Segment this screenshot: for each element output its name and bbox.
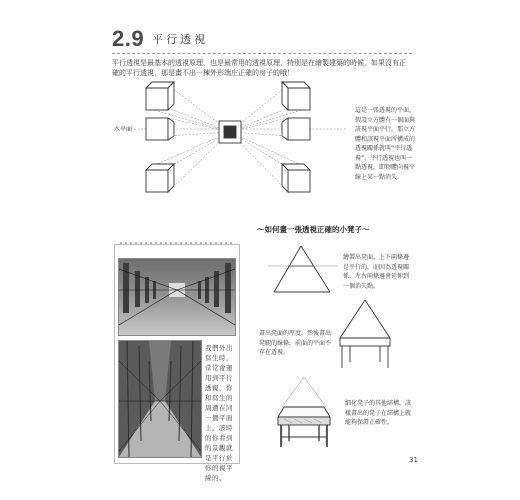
section-number: 2.9 (112, 26, 145, 51)
cube-bottom-left (146, 164, 174, 192)
section-title: 平行透視 (152, 33, 209, 46)
stool-step-3 (272, 377, 336, 449)
step-3-text: 細化凳子的其他結構，該樣畫出的凳子在結構上就能夠保證正確性。 (345, 400, 412, 426)
stool-step-1 (268, 242, 338, 304)
cube-center (219, 121, 241, 143)
step-1-text: 繪製出凳面，上下兩條邊是平行的，而因為透視關係，左右兩條邊會延伸到一個消失點。 (343, 254, 410, 290)
horizon-label: 水平面 (114, 126, 133, 133)
cube-middle-left (146, 118, 174, 140)
cube-bottom-right (282, 164, 310, 192)
cube-top-right (282, 82, 310, 110)
hall-photo (118, 258, 236, 336)
photo-caption: 我們外出寫生時，常常會運用到平行透視，你和寫生的周遭在同一個平面上，該時的你看到的景觀就是平行於你的視平線的。 (205, 344, 233, 482)
intro-paragraph: 平行透視是最基本的透視原理，也是最常用的透視原理，特別是在繪製建築的時候，如果沒有正確的平行透視，那是畫不出一棟外形端庄正確的房子的哦！ (112, 59, 406, 77)
cube-top-left (146, 82, 174, 110)
diagram-note: 這是一張透視的平面，假設立方體有一個面與該視平面平行，那立方體和該視平面所構成的透視關係就叫“平行透視”。平行透視也叫一點透視，即物體向視平線上某一點消失。 (355, 107, 416, 181)
step-2-text: 畫出凳面的厚度，然後畫出凳腿的線條，前面的平面不存在透視。 (259, 330, 332, 356)
tree-avenue-photo (118, 340, 202, 458)
stool-subheading: 〜如何畫一張透視正確的小凳子〜 (257, 225, 370, 234)
section-heading (112, 28, 208, 50)
section-divider (112, 53, 412, 54)
stool-step-2 (330, 298, 400, 370)
parallel-perspective-diagram (108, 80, 348, 202)
cube-middle-right (282, 118, 310, 140)
page-number: 31 (409, 456, 418, 464)
